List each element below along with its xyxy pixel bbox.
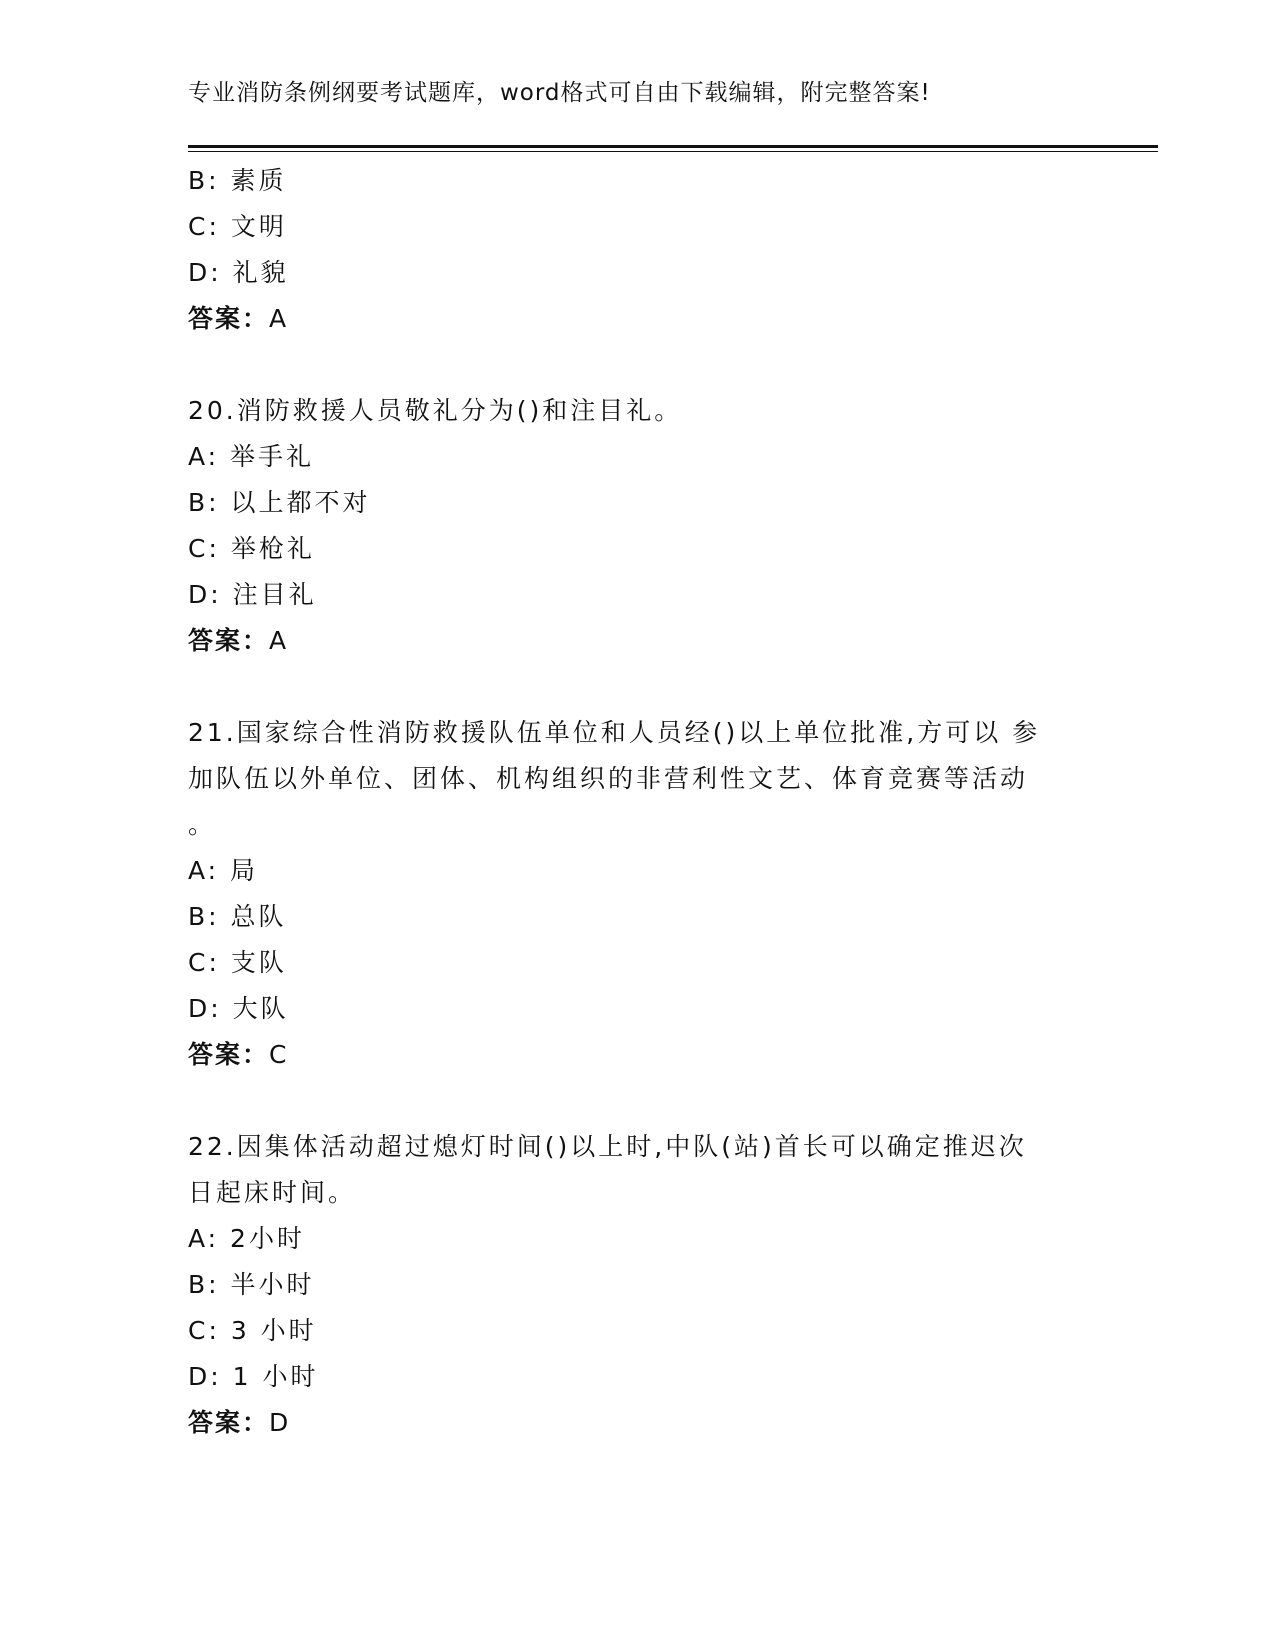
answer-label: 答案： (188, 1408, 270, 1437)
option-c: C: 3 小时 (188, 1316, 317, 1345)
answer-label: 答案： (188, 304, 270, 333)
question-stem (188, 388, 1068, 434)
header-divider-thick (188, 145, 1158, 148)
question-list (188, 158, 1088, 1446)
option-b: B: 素质 (188, 166, 287, 195)
answer-line (188, 1400, 1088, 1446)
answer-value: D (269, 1408, 291, 1437)
answer-value: A (269, 626, 289, 655)
option-d: D: 大队 (188, 994, 289, 1023)
option-d: D: 礼貌 (188, 258, 289, 287)
stem-line: 加队伍以外单位、团体、机构组织的非营利性文艺、体育竞赛等活动 (188, 764, 1029, 793)
stem-line: 22.因集体活动超过熄灯时间()以上时,中队(站)首长可以确定推迟次 (188, 1132, 1027, 1161)
answer-line (188, 296, 1088, 342)
option-b: B: 总队 (188, 902, 287, 931)
spacer (188, 1078, 1088, 1124)
stem-line: 。 (188, 810, 217, 839)
option-b: B: 以上都不对 (188, 488, 371, 517)
spacer (188, 342, 1088, 388)
question-22 (188, 1124, 1088, 1446)
option-c: C: 举枪礼 (188, 534, 315, 563)
option-c: C: 文明 (188, 212, 287, 241)
stem-line: 20.消防救援人员敬礼分为()和注目礼。 (188, 396, 683, 425)
carryover-question (188, 158, 1088, 342)
answer-value: A (269, 304, 289, 333)
option-a: A: 局 (188, 856, 259, 885)
option-d: D: 注目礼 (188, 580, 317, 609)
question-20 (188, 388, 1088, 664)
header-divider-thin (188, 151, 1158, 152)
option-a: A: 举手礼 (188, 442, 315, 471)
option-c: C: 支队 (188, 948, 287, 977)
answer-line (188, 1032, 1088, 1078)
option-a: A: 2小时 (188, 1224, 305, 1253)
page-header-text: 专业消防条例纲要考试题库，word格式可自由下载编辑，附完整答案! (188, 80, 931, 106)
answer-value: C (269, 1040, 289, 1069)
question-stem (188, 1124, 1068, 1216)
answer-label: 答案： (188, 1040, 270, 1069)
answer-line (188, 618, 1088, 664)
stem-line: 21.国家综合性消防救援队伍单位和人员经()以上单位批准,方可以 参 (188, 718, 1041, 747)
spacer (188, 664, 1088, 710)
question-21 (188, 710, 1088, 1078)
option-d: D: 1 小时 (188, 1362, 319, 1391)
stem-line: 日起床时间。 (188, 1178, 357, 1207)
answer-label: 答案： (188, 626, 270, 655)
option-b: B: 半小时 (188, 1270, 315, 1299)
question-stem (188, 710, 1068, 848)
